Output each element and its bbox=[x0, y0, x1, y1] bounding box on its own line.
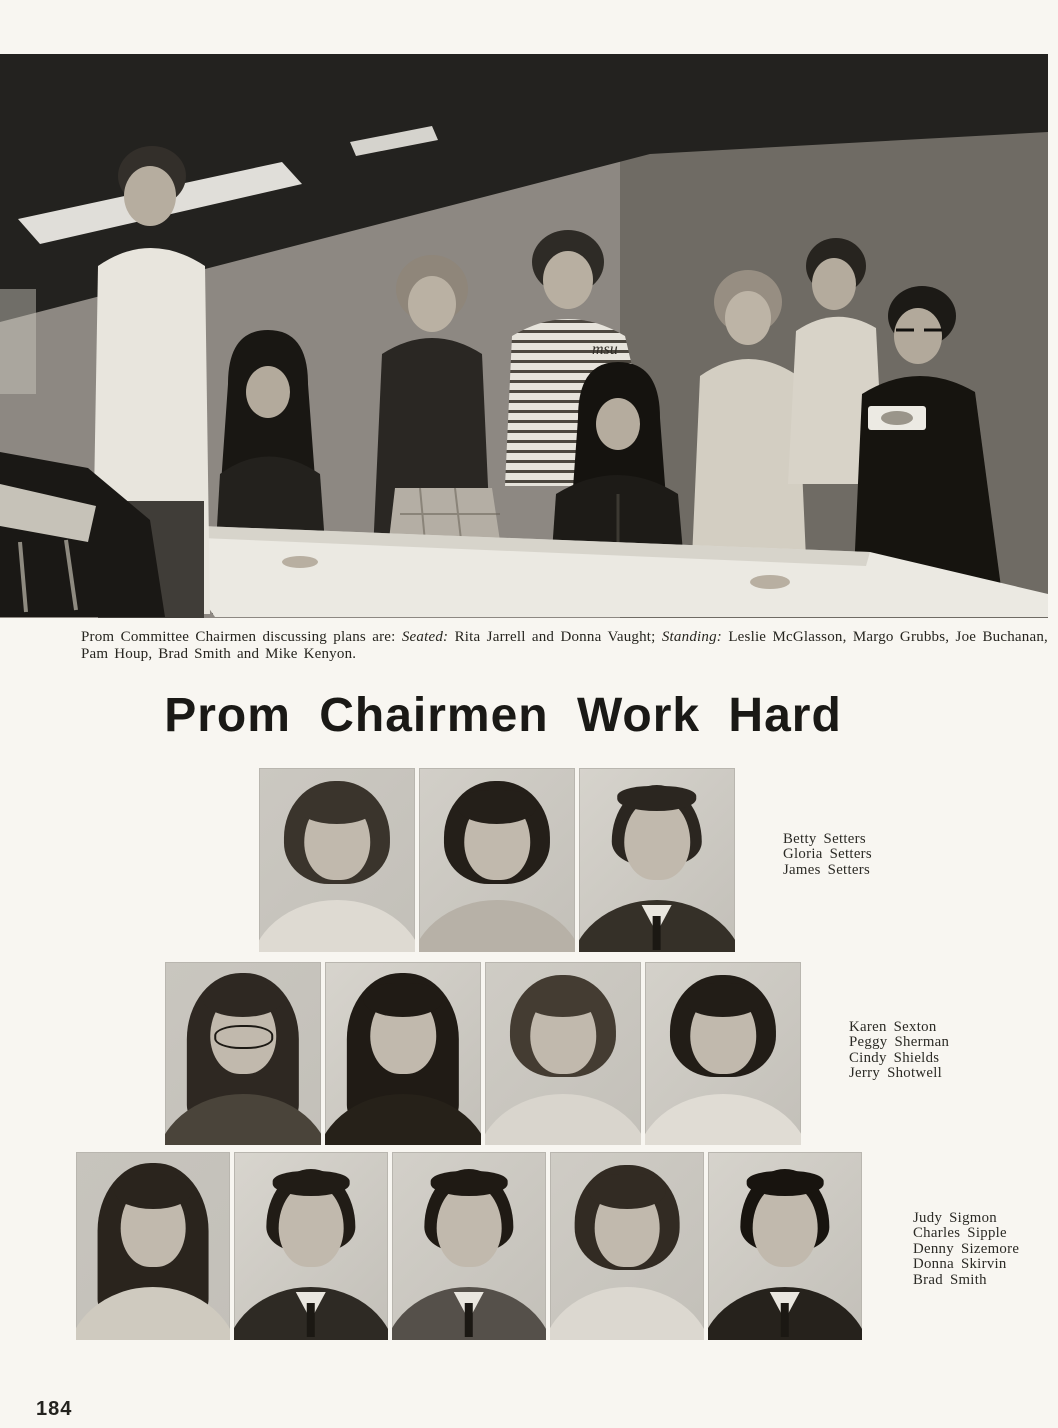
portrait-photo bbox=[485, 962, 641, 1145]
page-title: Prom Chairmen Work Hard bbox=[164, 689, 842, 742]
name-list-sigmon-smith bbox=[913, 1211, 1019, 1288]
portrait-name: Denny Sizemore bbox=[913, 1240, 1020, 1257]
caption-seated-names: Rita Jarrell and Donna Vaught; bbox=[448, 629, 662, 645]
caption-text: Prom Committee Chairmen discussing plans are: bbox=[81, 629, 402, 645]
group-photo-scene bbox=[0, 54, 1048, 618]
page-number: 184 bbox=[36, 1398, 73, 1420]
portrait-photo bbox=[325, 962, 481, 1145]
name-list-sexton-shotwell bbox=[849, 1020, 949, 1082]
portrait-photo bbox=[419, 768, 575, 952]
portrait-name: Charles Sipple bbox=[913, 1225, 1007, 1242]
portrait-photo bbox=[645, 962, 801, 1145]
portrait-name: Brad Smith bbox=[913, 1271, 987, 1288]
portrait-photo bbox=[708, 1152, 862, 1340]
portrait-photo bbox=[76, 1152, 230, 1340]
portrait-name: Judy Sigmon bbox=[913, 1210, 997, 1226]
portrait-name: Gloria Setters bbox=[783, 846, 872, 863]
portrait-photo bbox=[579, 768, 735, 952]
portrait-photo bbox=[392, 1152, 546, 1340]
portrait-row-1 bbox=[259, 768, 735, 952]
caption-seated-label: Seated: bbox=[401, 629, 449, 645]
portrait-row-2 bbox=[165, 962, 801, 1145]
shirt-monogram: msu bbox=[592, 341, 618, 358]
portrait-photo bbox=[165, 962, 321, 1145]
portrait-row-3 bbox=[76, 1152, 862, 1340]
portrait-name: Karen Sexton bbox=[849, 1019, 937, 1035]
portrait-photo bbox=[259, 768, 415, 952]
portrait-name: Peggy Sherman bbox=[849, 1034, 950, 1051]
portrait-name: Donna Skirvin bbox=[913, 1256, 1007, 1273]
name-list-setters bbox=[783, 832, 872, 878]
portrait-name: James Setters bbox=[783, 861, 871, 878]
caption-standing-label: Standing: bbox=[661, 629, 722, 645]
portrait-photo bbox=[550, 1152, 704, 1340]
photo-caption bbox=[81, 629, 1048, 662]
portrait-name: Jerry Shotwell bbox=[849, 1065, 943, 1082]
caption-standing-names: Leslie McGlasson, Margo Grubbs, Joe Buchanan, Pam Houp, Brad Smith and Mike Kenyon. bbox=[81, 629, 1048, 662]
portrait-name: Cindy Shields bbox=[849, 1049, 940, 1066]
portrait-name: Betty Setters bbox=[783, 831, 866, 847]
group-photo bbox=[0, 54, 1048, 618]
portrait-photo bbox=[234, 1152, 388, 1340]
